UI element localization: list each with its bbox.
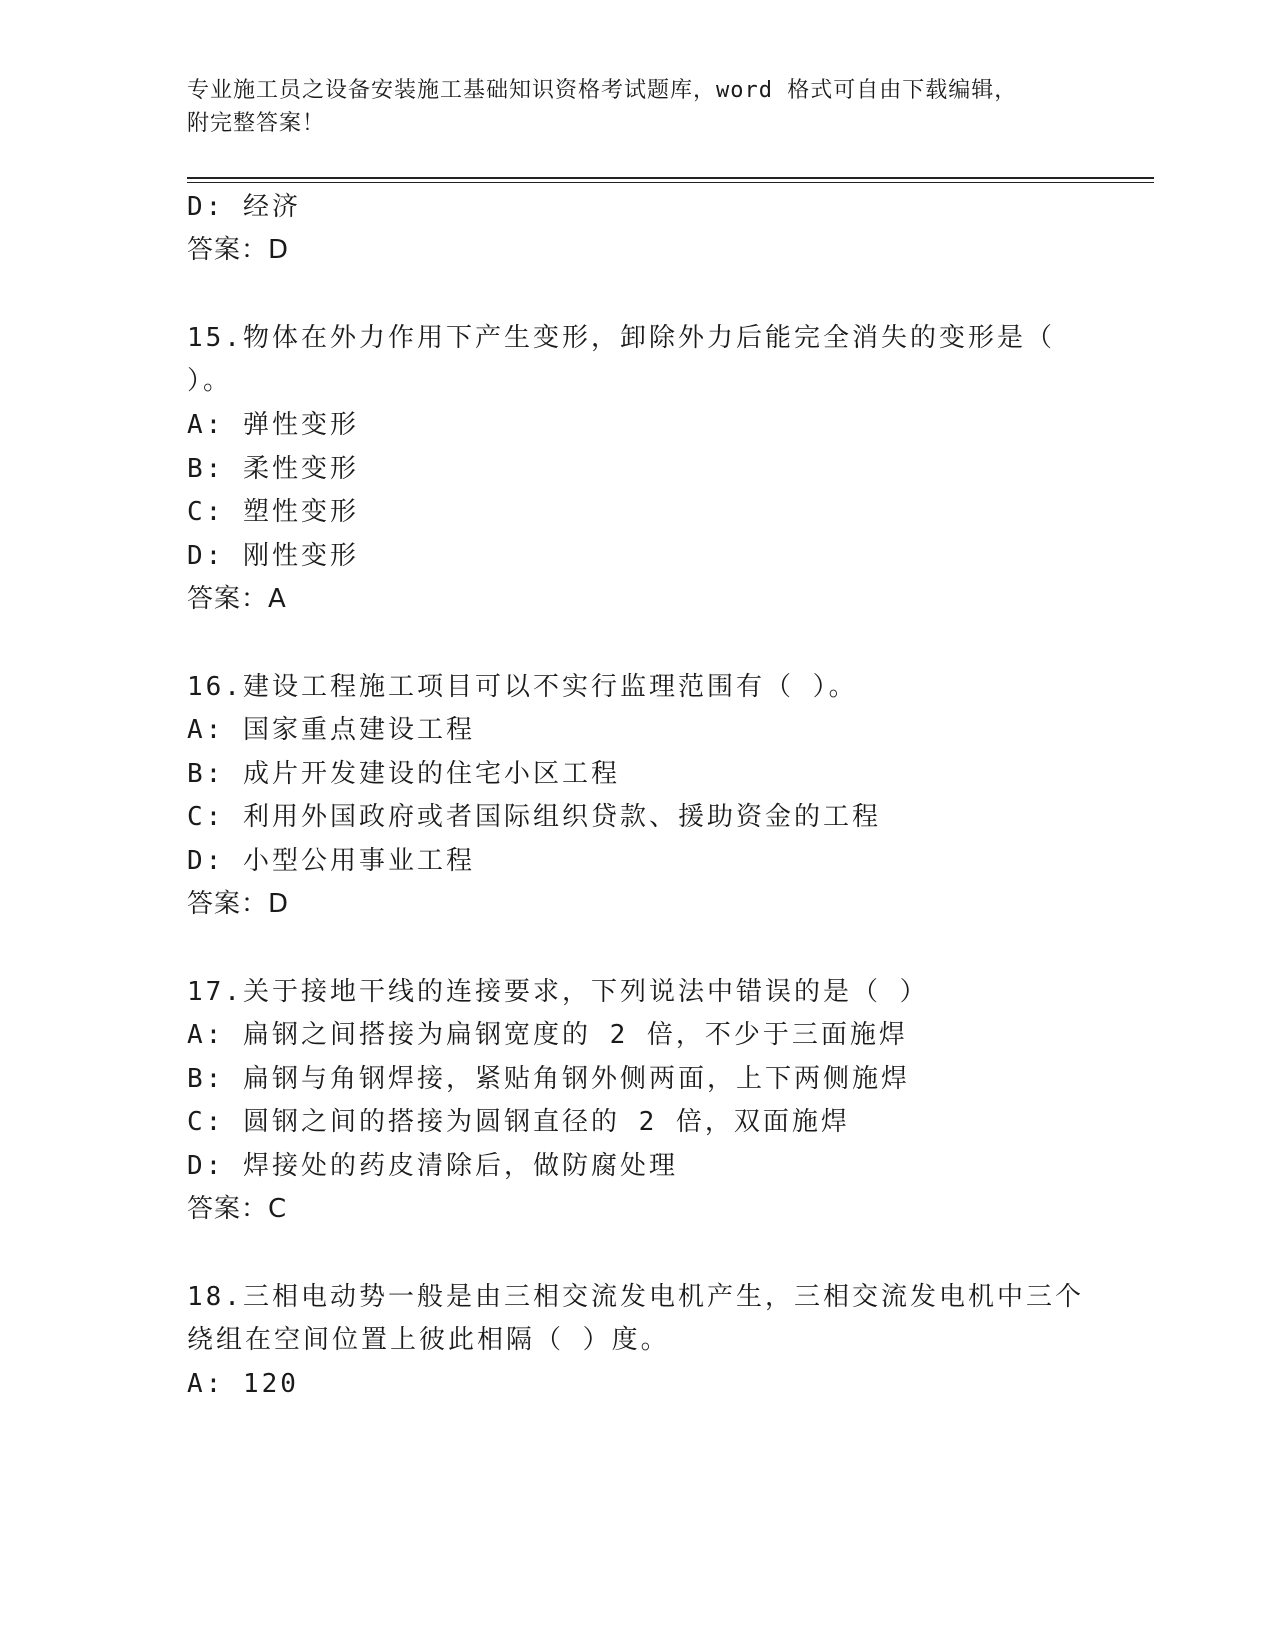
option-d: D: 经济	[187, 192, 301, 222]
option-a: A: 国家重点建设工程	[187, 715, 475, 745]
option-b: B: 成片开发建设的住宅小区工程	[187, 759, 620, 789]
answer: 答案：C	[187, 1194, 288, 1224]
option-b: B: 扁钢与角钢焊接，紧贴角钢外侧两面，上下两侧施焊	[187, 1064, 910, 1094]
option-b: B: 柔性变形	[187, 454, 359, 484]
option-c: C: 利用外国政府或者国际组织贷款、援助资金的工程	[187, 802, 881, 832]
option-d: D: 刚性变形	[187, 541, 359, 571]
question-stem: 16.建设工程施工项目可以不实行监理范围有（ ）。	[187, 672, 858, 702]
header-line-1: 专业施工员之设备安装施工基础知识资格考试题库，word 格式可自由下载编辑，	[187, 78, 1018, 103]
question-stem: 17.关于接地干线的连接要求，下列说法中错误的是（ ）	[187, 977, 929, 1007]
answer: 答案：D	[187, 889, 290, 919]
answer: 答案：D	[187, 235, 290, 265]
option-a: A: 扁钢之间搭接为扁钢宽度的 2 倍，不少于三面施焊	[187, 1020, 908, 1050]
question-stem: 18.三相电动势一般是由三相交流发电机产生，三相交流发电机中三个	[187, 1282, 1084, 1312]
option-a: A: 120	[187, 1369, 299, 1399]
option-d: D: 焊接处的药皮清除后，做防腐处理	[187, 1151, 678, 1181]
answer: 答案：A	[187, 584, 287, 614]
header-rule-thick	[187, 177, 1154, 179]
question-stem-continued: 绕组在空间位置上彼此相隔（ ）度。	[187, 1325, 670, 1355]
header-rule-thin	[187, 182, 1154, 183]
header-line-2: 附完整答案！	[187, 111, 326, 136]
question-stem-continued: ）。	[187, 366, 233, 396]
option-d: D: 小型公用事业工程	[187, 846, 475, 876]
header-text	[187, 74, 1087, 140]
question-stem: 15.物体在外力作用下产生变形，卸除外力后能完全消失的变形是（	[187, 323, 1055, 353]
option-c: C: 塑性变形	[187, 497, 359, 527]
option-a: A: 弹性变形	[187, 410, 359, 440]
option-c: C: 圆钢之间的搭接为圆钢直径的 2 倍，双面施焊	[187, 1107, 850, 1137]
